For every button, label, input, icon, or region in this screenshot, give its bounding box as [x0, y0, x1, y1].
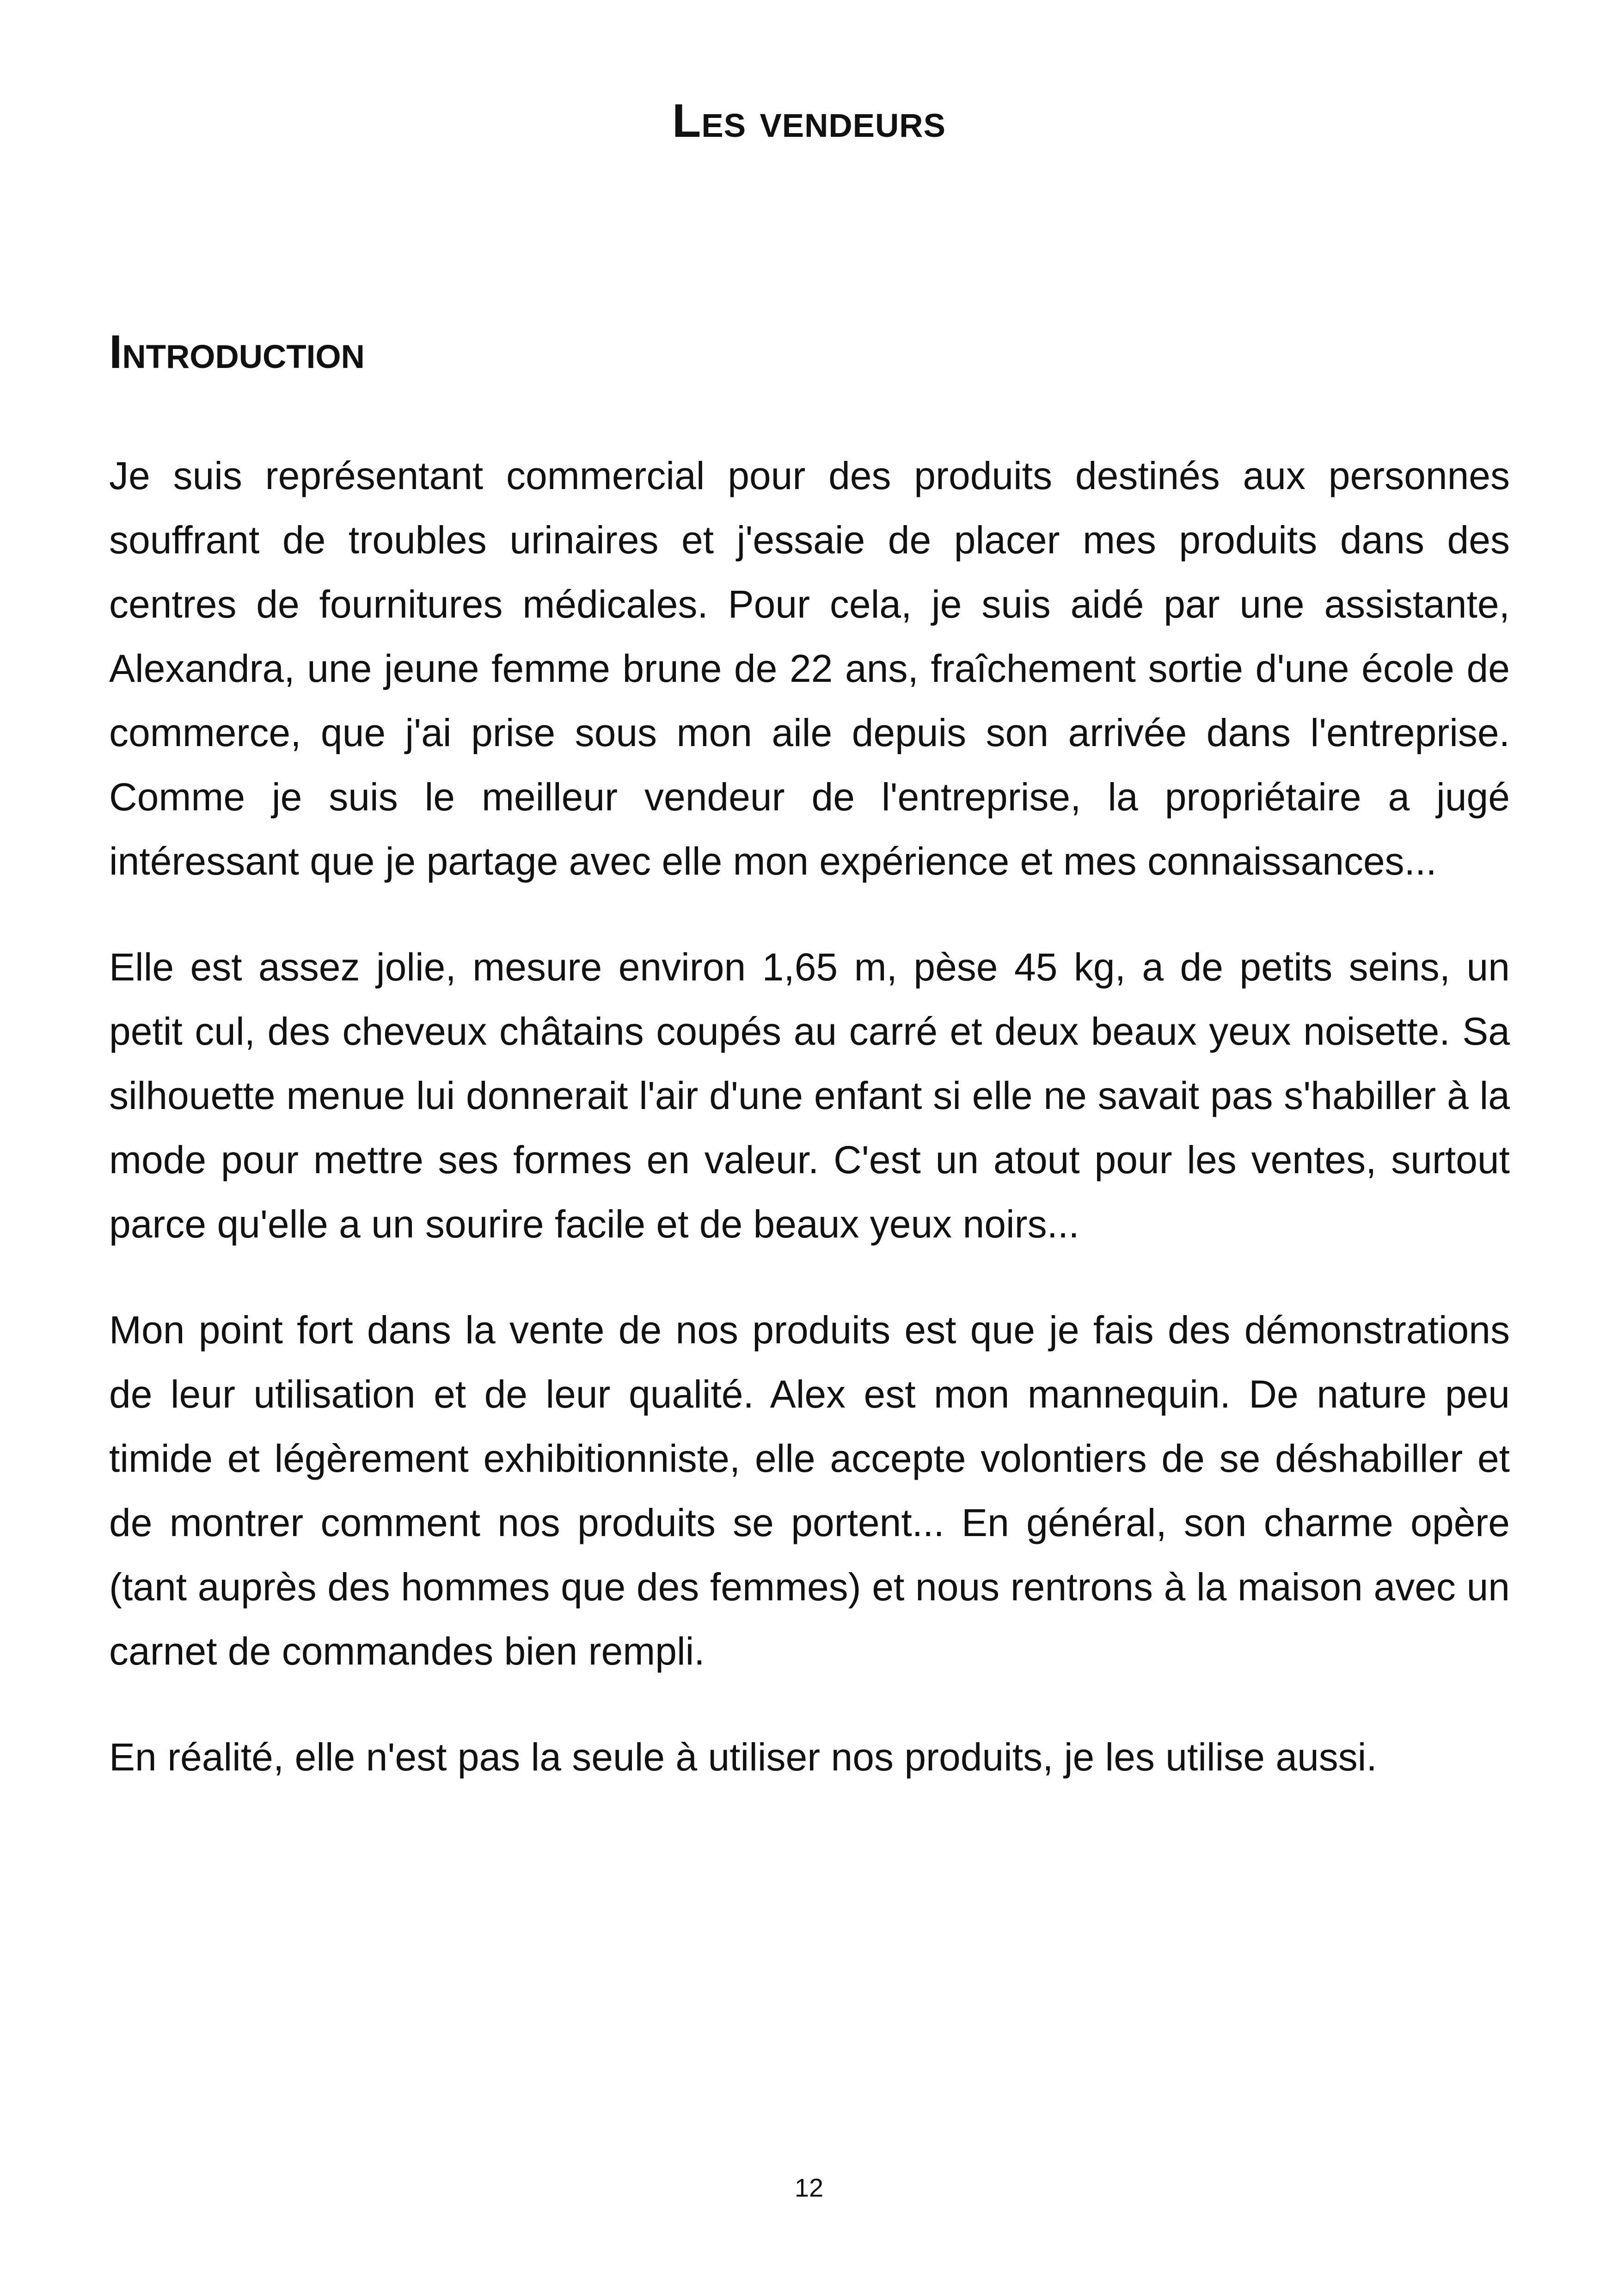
paragraph: En réalité, elle n'est pas la seule à utiliser nos produits, je les utilise aussi.: [109, 1735, 1377, 1779]
section-heading: Introduction: [109, 325, 365, 378]
paragraph: Je suis représentant commercial pour des produits destinés aux personnes souffrant de troubles urinaires et j'essaie de placer mes produits dans des centres de fournitures médicales. Pour cela, je suis aidé par une assistante, Alexandra, une jeune femme brune de 22 ans, fraîchement sortie d'une école de commerce, que j'ai prise sous mon aile depuis son arrivée dans l'entreprise. Comme je suis le meilleur vendeur de l'entreprise, la propriétaire a jugé intéressant que je partage avec elle mon expérience et mes connaissances...: [109, 454, 1510, 883]
document-title: Les vendeurs: [672, 94, 946, 147]
body-text: [109, 444, 1510, 1789]
paragraph: Elle est assez jolie, mesure environ 1,65 m, pèse 45 kg, a de petits seins, un petit cul, des cheveux châtains coupés au carré et deux beaux yeux noisette. Sa silhouette menue lui donnerait l'air d'une enfant si elle ne savait pas s'habiller à la mode pour mettre ses formes en valeur. C'est un atout pour les ventes, surtout parce qu'elle a un sourire facile et de beaux yeux noirs...: [109, 945, 1510, 1246]
page-number: 12: [794, 2173, 824, 2202]
paragraph: Mon point fort dans la vente de nos produits est que je fais des démonstrations de leur utilisation et de leur qualité. Alex est mon mannequin. De nature peu timide et légèrement exhibitionniste, elle accepte volontiers de se déshabiller et de montrer comment nos produits se portent... En général, son charme opère (tant auprès des hommes que des femmes) et nous rentrons à la maison avec un carnet de commandes bien rempli.: [109, 1308, 1510, 1673]
